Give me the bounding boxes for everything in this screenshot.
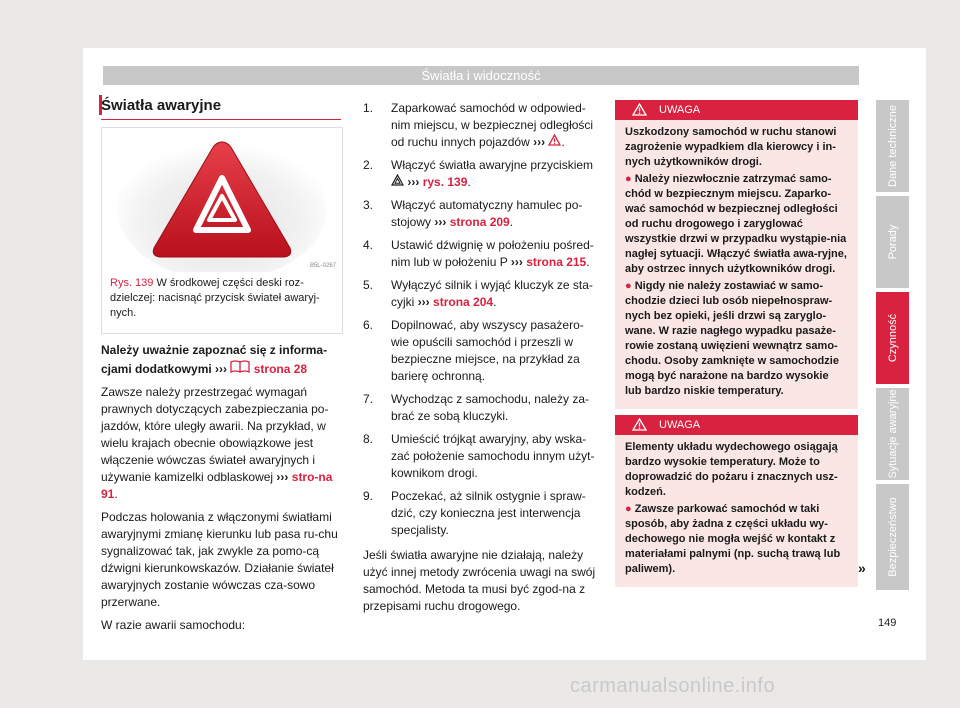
tab-label: Sytuacje awaryjne	[886, 389, 899, 479]
warning-intro: Elementy układu wydechowego osiągają bardzo wysokie temperatury. Może to doprowadzić do pożaru i znacznych usz-kodzeń.	[625, 441, 838, 498]
tab-label: Czynność	[886, 313, 899, 363]
paragraph-breakdown: W razie awarii samochodu:	[101, 618, 246, 632]
warning-bullet-text: Zawsze parkować samochód w taki sposób, aby żadna z części układu wy-dechowego nie mogła wejść w kontakt z materiałami palnymi (np. suchą trawą lub paliwem).	[625, 503, 841, 575]
figure-139	[101, 127, 343, 334]
hazard-button-illustration	[102, 128, 342, 272]
warning-intro: Uszkodzony samochód w ruchu stanowi zagrożenie wypadkiem dla kierowcy i in-nych użytkowników drogi.	[625, 126, 837, 168]
warning-bullet	[625, 502, 848, 577]
step-item	[363, 237, 601, 271]
step-arrows: ›››	[434, 215, 447, 229]
paragraph-not-working: Jeśli światła awaryjne nie działają, należy użyć innej metody zwrócenia uwagi na swój samochód. Metoda ta musi być zgod-na z przepisami ruchu drogowego.	[363, 548, 596, 613]
step-arrows: ›››	[417, 295, 430, 309]
warning-header	[615, 415, 858, 435]
warning-bullet-text: Nigdy nie należy zostawiać w samo-chodzie dzieci lub osób niepełnospraw-nych bez opieki, jeśli drzwi są zaryglo-wane. W razie nagłego wypadku pasaże-rowie zostaną uwięzieni wewnątrz samo-chodu. Osoby zamknięte w samochodzie mogą być narażone na bardzo wysokie lub bardzo niskie temperatury.	[625, 280, 839, 397]
step-text: Zaparkować samochód w odpowied-nim miejscu, w bezpiecznej odległości od ruchu innych pojazdów	[391, 101, 594, 149]
tab-bezpieczenstwo[interactable]	[876, 484, 909, 590]
step-item	[363, 431, 601, 482]
hazard-button-image	[102, 128, 342, 272]
watermark: carmanualsonline.info	[570, 675, 776, 697]
paragraph-legal	[101, 384, 343, 503]
warning-triangle-icon	[632, 418, 647, 438]
warning-triangle-icon	[632, 103, 647, 123]
step-arrows: ›››	[533, 135, 546, 149]
step-arrows: ›››	[510, 255, 523, 269]
step-link[interactable]: strona 209	[449, 215, 510, 229]
step-text: Włączyć automatyczny hamulec po-stojowy	[391, 198, 583, 229]
step-number: 8.	[363, 432, 374, 446]
page-number: 149	[878, 617, 897, 629]
bullet-dot: ●	[625, 503, 632, 515]
step-number: 7.	[363, 392, 374, 406]
step-end: .	[586, 255, 590, 269]
step-link[interactable]: strona 204	[433, 295, 494, 309]
step-arrows: ›››	[407, 175, 420, 189]
bullet-dot: ●	[625, 173, 632, 185]
step-end: .	[509, 215, 514, 229]
step-item	[363, 277, 601, 311]
step-text: Ustawić dźwignię w położeniu pośred-nim lub w położeniu P	[391, 238, 594, 269]
warning-bullet	[625, 172, 848, 277]
page-header: Światła i widoczność	[103, 66, 859, 85]
step-link[interactable]: rys. 139	[422, 175, 468, 189]
warning-box-1	[615, 100, 858, 409]
step-text: Umieścić trójkąt awaryjny, aby wska-zać położenie samochodu innym użyt-kownikom drogi.	[391, 432, 595, 480]
step-item	[363, 157, 601, 191]
step-item	[363, 391, 601, 425]
step-number: 2.	[363, 158, 374, 172]
warning-title: UWAGA	[659, 419, 701, 431]
lead-text: Należy uważnie zapoznać się z informa-cjami dodatkowymi	[101, 343, 328, 376]
warning-body	[615, 435, 858, 587]
tab-czynnosc[interactable]	[876, 292, 909, 384]
tab-label: Porady	[886, 224, 899, 260]
paragraph-legal-text: Zawsze należy przestrzegać wymagań prawnych dotyczących zabezpieczania po-jazdów, które uległy awarii. Na przykład, w wielu krajach obecnie obowiązkowe jest włączenie wówczas świateł awaryjnych i używanie kamizelki odblaskowej	[101, 385, 329, 484]
caption-text: W środkowej części deski roz-dzielczej: nacisnąć przycisk świateł awaryj-nych.	[110, 277, 320, 319]
step-number: 9.	[363, 489, 374, 503]
book-icon	[230, 362, 253, 376]
warning-header	[615, 100, 858, 120]
lead-arrows: ›››	[215, 362, 228, 376]
warning-bullet-text: Należy niezwłocznie zatrzymać samo-chód w bezpiecznym miejscu. Zaparko-wać samochód w bezpiecznej odległości od ruchu drogowego i zaryglować wszystkie drzwi w przypadku wystąpie-nia nagłej sytuacji. Włączyć światła awa-ryjne, aby ostrzec innych użytkowników drogi.	[625, 173, 847, 275]
step-end: .	[561, 135, 565, 149]
step-text: Włączyć światła awaryjne przyciskiem	[391, 158, 594, 172]
paragraph-legal-arrows: ›››	[276, 470, 289, 484]
tab-dane-techniczne[interactable]	[876, 100, 909, 192]
step-number: 5.	[363, 278, 374, 292]
middle-column	[363, 100, 601, 615]
step-text: Wychodząc z samochodu, należy za-brać ze sobą kluczyki.	[391, 392, 589, 423]
left-column	[101, 342, 343, 640]
warning-triangle-icon	[548, 135, 561, 149]
step-number: 4.	[363, 238, 374, 252]
step-link[interactable]: strona 215	[526, 255, 587, 269]
step-number: 6.	[363, 318, 374, 332]
section-title: Światła awaryjne	[101, 97, 222, 114]
warning-bullet	[625, 279, 848, 399]
step-item	[363, 197, 601, 231]
figure-caption	[110, 276, 334, 321]
tab-label: Bezpieczeństwo	[886, 497, 899, 577]
steps-list	[363, 100, 601, 539]
step-end: .	[467, 175, 471, 189]
hazard-symbol-icon	[391, 175, 404, 189]
step-item	[363, 317, 601, 385]
step-item	[363, 488, 601, 539]
lead-link[interactable]: strona 28	[253, 362, 308, 376]
tab-porady[interactable]	[876, 196, 909, 288]
bullet-dot: ●	[625, 280, 632, 292]
warning-box-2	[615, 415, 858, 587]
step-number: 1.	[363, 101, 374, 115]
step-number: 3.	[363, 198, 374, 212]
lead-paragraph	[101, 342, 343, 378]
step-end: .	[493, 295, 497, 309]
paragraph-legal-end: .	[114, 487, 118, 501]
figure-code: B5L-0267	[309, 263, 336, 269]
step-item	[363, 100, 601, 151]
step-text: Dopilnować, aby wszyscy pasażero-wie opuścili samochód i przeszli w bezpieczne miejsce, na przykład za barierę ochronną.	[391, 318, 584, 383]
step-text: Wyłączyć silnik i wyjąć kluczyk ze sta-cyjki	[391, 278, 593, 309]
step-text: Poczekać, aż silnik ostygnie i spraw-dzić, czy konieczna jest interwencja specjalisty.	[391, 489, 586, 537]
title-underline	[101, 119, 341, 120]
tab-label: Dane techniczne	[886, 105, 899, 187]
paragraph-legal-link[interactable]: stro-na 91	[101, 470, 333, 501]
continue-mark: »	[858, 560, 866, 576]
paragraph-towing: Podczas holowania z włączonymi światłami awaryjnymi zmianę kierunku lub pasa ru-chu sygnalizować tak, jak zwykle za pomo-cą dźwigni kierunkowskazów. Działanie świateł awaryjnych zostanie wówczas cza-sowo przerwane.	[101, 510, 338, 609]
caption-label: Rys. 139	[110, 277, 154, 289]
warning-title: UWAGA	[659, 104, 701, 116]
tab-sytuacje-awaryjne[interactable]	[876, 388, 909, 480]
warning-body	[615, 120, 858, 409]
